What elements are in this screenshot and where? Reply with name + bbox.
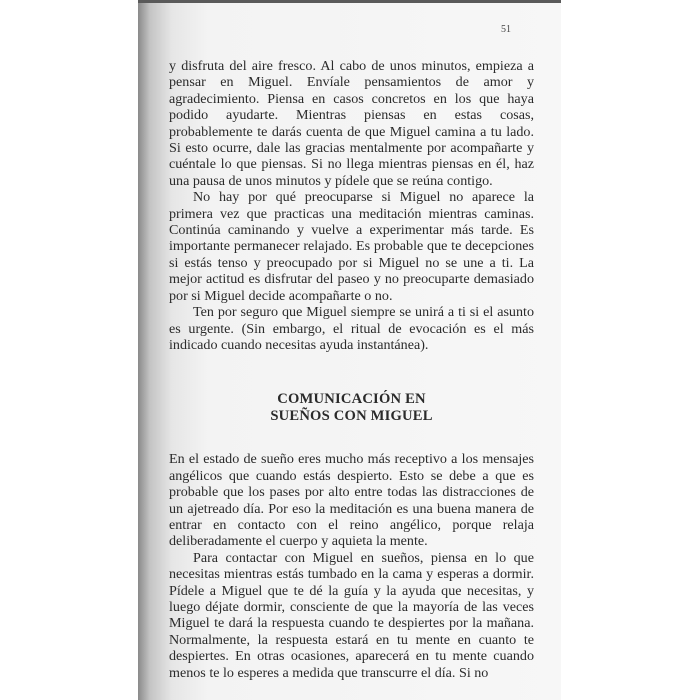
paragraph-2: No hay por qué preocuparse si Miguel no aparece la primera vez que practicas una meditación mientras caminas. Continúa caminando y vuelve a experimentar más tarde. Es importante permanecer relajado. Es probable que te decepciones si estás tenso y preocupado por si Miguel no se une a ti. La mejor actitud es disfrutar del paseo y no preocuparte demasiado por si Miguel decide acompañarte o no. (169, 189, 534, 304)
page-top-edge (138, 0, 561, 3)
paragraph-5: Para contactar con Miguel en sueños, piensa en lo que necesitas mientras estás tumbado en la cama y esperas a dormir. Pídele a Miguel que te dé la guía y la ayuda que necesitas, y luego déjate dormir, consciente de que la mayoría de las veces Miguel te dará la respuesta cuando te despiertes por la mañana. Normalmente, la respuesta estará en tu mente en cuanto te despiertes. En otras ocasiones, aparecerá en tu mente cuando menos te lo esperes a medida que transcurre el día. Si no (169, 549, 534, 681)
section-heading (169, 391, 534, 425)
paragraph-4: En el estado de sueño eres mucho más receptivo a los mensajes angélicos que cuando estás despierto. Esto se debe a que es probable que los pases por alto entre todas las distracciones de un ajetreado día. Por eso la meditación es una buena manera de entrar en contacto con el reino angélico, porque relaja deliberadamente el cuerpo y aquieta la mente. (169, 451, 534, 550)
paragraph-3: Ten por seguro que Miguel siempre se unirá a ti si el asunto es urgente. (Sin embargo, el ritual de evocación es el más indicado cuando necesitas ayuda instantánea). (169, 304, 534, 353)
section-heading-line-1: COMUNICACIÓN EN (277, 391, 426, 408)
page-number: 51 (501, 24, 511, 35)
paragraph-1: y disfruta del aire fresco. Al cabo de unos minutos, empieza a pensar en Miguel. Envíale pensamientos de amor y agradecimiento. Piensa en casos concretos en los que haya podido ayudarte. Mientras piensas en estas cosas, probablemente te darás cuenta de que Miguel camina a tu lado. Si esto ocurre, dale las gracias mentalmente por acompañarte y cuéntale lo que piensas. Si no llega mientras piensas en él, haz una pausa de unos minutos y pídele que se reúna contigo. (169, 58, 534, 189)
book-page (138, 0, 561, 700)
section-heading-line-2: SUEÑOS CON MIGUEL (270, 408, 433, 425)
page-body (169, 58, 534, 681)
